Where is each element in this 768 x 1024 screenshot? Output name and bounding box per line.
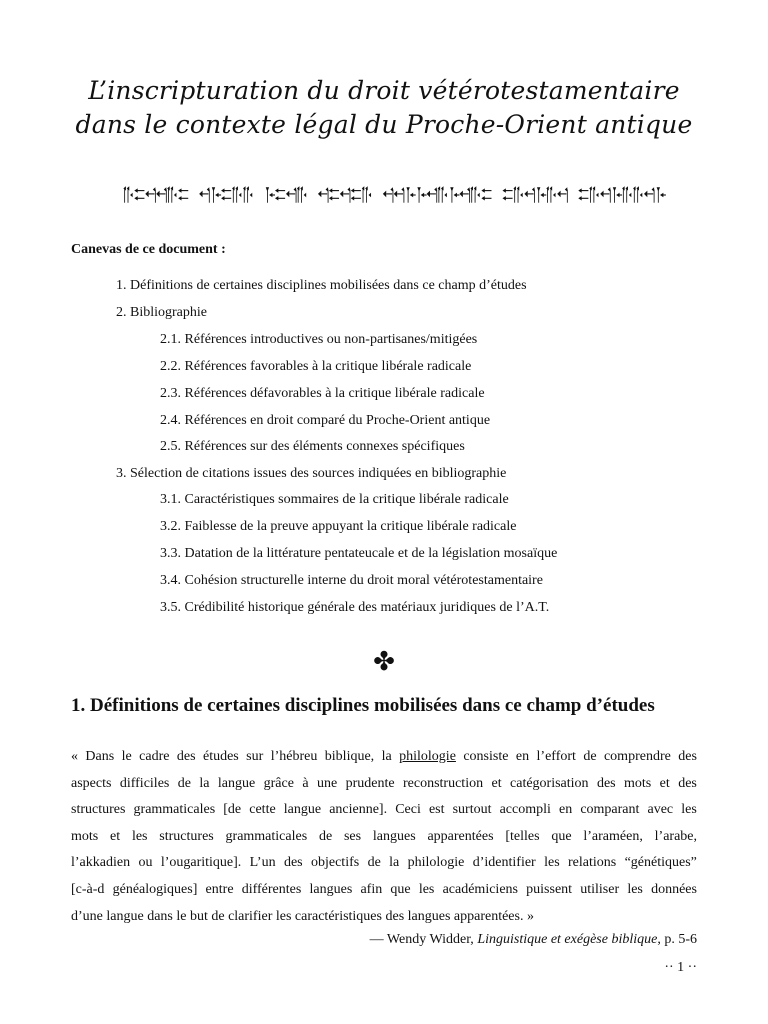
section-1-heading: 1. Définitions de certaines disciplines mobilisées dans ce champ d’études	[71, 695, 655, 716]
cuneiform-glyph	[546, 186, 555, 203]
quote-line-3: structures grammaticales [de cette langue ancienne]. Ceci est surtout accompli en comparant avec les	[71, 802, 697, 818]
cuneiform-glyph	[438, 186, 447, 203]
toc-item-2-5[interactable]: 2.5. Références sur des éléments connexes spécifiques	[160, 439, 465, 454]
title-line-1: L’inscripturation du droit vétérotestamentaire	[88, 76, 680, 105]
title-line-2: dans le contexte légal du Proche-Orient antique	[75, 110, 693, 139]
cuneiform-glyph	[145, 187, 156, 202]
toc-item-3-5[interactable]: 3.5. Crédibilité historique générale des matériaux juridiques de l’A.T.	[160, 600, 550, 615]
cuneiform-glyph	[156, 187, 167, 202]
quote-line-6: [c-à-d généalogiques] entre différentes langues afin que les académiciens puissent utiliser les données	[71, 881, 697, 897]
quote-line-1: « Dans le cadre des études sur l’hébreu biblique, la philologie consiste en l’effort de comprendre des	[71, 744, 697, 771]
toc-heading: Canevas de ce document :	[71, 242, 226, 257]
cuneiform-glyph	[417, 187, 426, 202]
toc-item-2-4[interactable]: 2.4. Références en droit comparé du Proche-Orient antique	[160, 413, 491, 428]
cuneiform-glyph	[178, 188, 188, 200]
cuneiform-glyph	[537, 187, 546, 202]
philologie-term: philologie	[399, 749, 456, 764]
quote-line-4: mots et les structures grammaticales de ses langues apparentées [telles que l’araméen, l’arabe,	[71, 828, 697, 844]
citation-title: Linguistique et exégèse biblique	[477, 932, 658, 947]
cuneiform-glyph	[557, 187, 568, 202]
cuneiform-glyph	[633, 186, 642, 203]
cuneiform-glyph	[644, 187, 655, 202]
cuneiform-glyph	[221, 188, 231, 200]
cuneiform-glyph	[383, 187, 394, 202]
cuneiform-glyph	[329, 188, 339, 200]
quote-line-7: d’une langue dans le but de clarifier les caractéristiques des langues apparentées. »	[71, 908, 534, 924]
cuneiform-glyph	[600, 187, 611, 202]
quote-line-5: l’akkadien ou l’ougaritique]. L’un des objectifs de la philologie d’identifier les relations “génétiques”	[71, 855, 697, 871]
cuneiform-glyph	[470, 186, 479, 203]
cuneiform-glyph	[502, 188, 512, 200]
cuneiform-glyph	[622, 186, 631, 203]
toc-item-1[interactable]: 1. Définitions de certaines disciplines mobilisées dans ce champ d’études	[116, 278, 527, 293]
cuneiform-glyph	[266, 187, 275, 202]
toc-item-3-1[interactable]: 3.1. Caractéristiques sommaires de la critique libérale radicale	[160, 492, 509, 507]
cuneiform-glyph	[243, 186, 252, 203]
cuneiform-glyph	[134, 188, 144, 200]
cuneiform-glyph	[513, 186, 522, 203]
cuneiform-glyph	[394, 187, 405, 202]
toc-item-2-1[interactable]: 2.1. Références introductives ou non-partisanes/mitigées	[160, 332, 478, 347]
citation-author: — Wendy Widder,	[369, 932, 478, 947]
quote-paragraph	[71, 744, 697, 930]
cuneiform-glyph	[578, 188, 588, 200]
citation-pages: , p. 5-6	[657, 932, 697, 947]
toc-item-3[interactable]: 3. Sélection de citations issues des sources indiquées en bibliographie	[116, 466, 507, 481]
cuneiform-glyph	[167, 186, 176, 203]
quote-line-2: aspects difficiles de la langue grâce à une prudente reconstruction et catégorisation des mots et des	[71, 775, 697, 791]
cuneiform-glyph	[297, 186, 306, 203]
cuneiform-glyph	[275, 188, 285, 200]
cuneiform-glyph	[589, 186, 598, 203]
cuneiform-glyph	[351, 188, 361, 200]
cuneiform-glyph	[657, 187, 666, 202]
cuneiform-decoration	[120, 184, 676, 206]
cuneiform-glyph	[450, 187, 459, 202]
toc-item-3-3[interactable]: 3.3. Datation de la littérature pentateucale et de la législation mosaïque	[160, 546, 558, 561]
cuneiform-glyph	[406, 187, 415, 202]
toc-item-3-4[interactable]: 3.4. Cohésion structurelle interne du droit moral vétérotestamentaire	[160, 573, 543, 588]
cuneiform-glyph	[481, 188, 491, 200]
toc-item-2-3[interactable]: 2.3. Références défavorables à la critique libérale radicale	[160, 386, 485, 401]
cuneiform-glyph	[613, 187, 622, 202]
document-title	[0, 74, 768, 142]
cuneiform-glyph	[232, 186, 241, 203]
cuneiform-glyph	[123, 186, 132, 203]
cuneiform-glyph	[524, 187, 535, 202]
page-number: ·· 1 ··	[664, 960, 697, 975]
toc-item-3-2[interactable]: 3.2. Faiblesse de la preuve appuyant la critique libérale radicale	[160, 519, 517, 534]
cuneiform-glyph	[318, 187, 329, 202]
cuneiform-glyph	[459, 187, 470, 202]
cuneiform-glyph	[427, 187, 438, 202]
cuneiform-glyph	[362, 186, 371, 203]
club-ornament-icon: ✤	[373, 647, 395, 677]
toc-item-2[interactable]: 2. Bibliographie	[116, 305, 207, 320]
cuneiform-glyph	[199, 187, 210, 202]
cuneiform-glyph	[340, 187, 351, 202]
cuneiform-glyph	[286, 187, 297, 202]
toc-item-2-2[interactable]: 2.2. Références favorables à la critique libérale radicale	[160, 359, 472, 374]
quote-citation	[370, 932, 697, 948]
cuneiform-glyph	[212, 187, 221, 202]
